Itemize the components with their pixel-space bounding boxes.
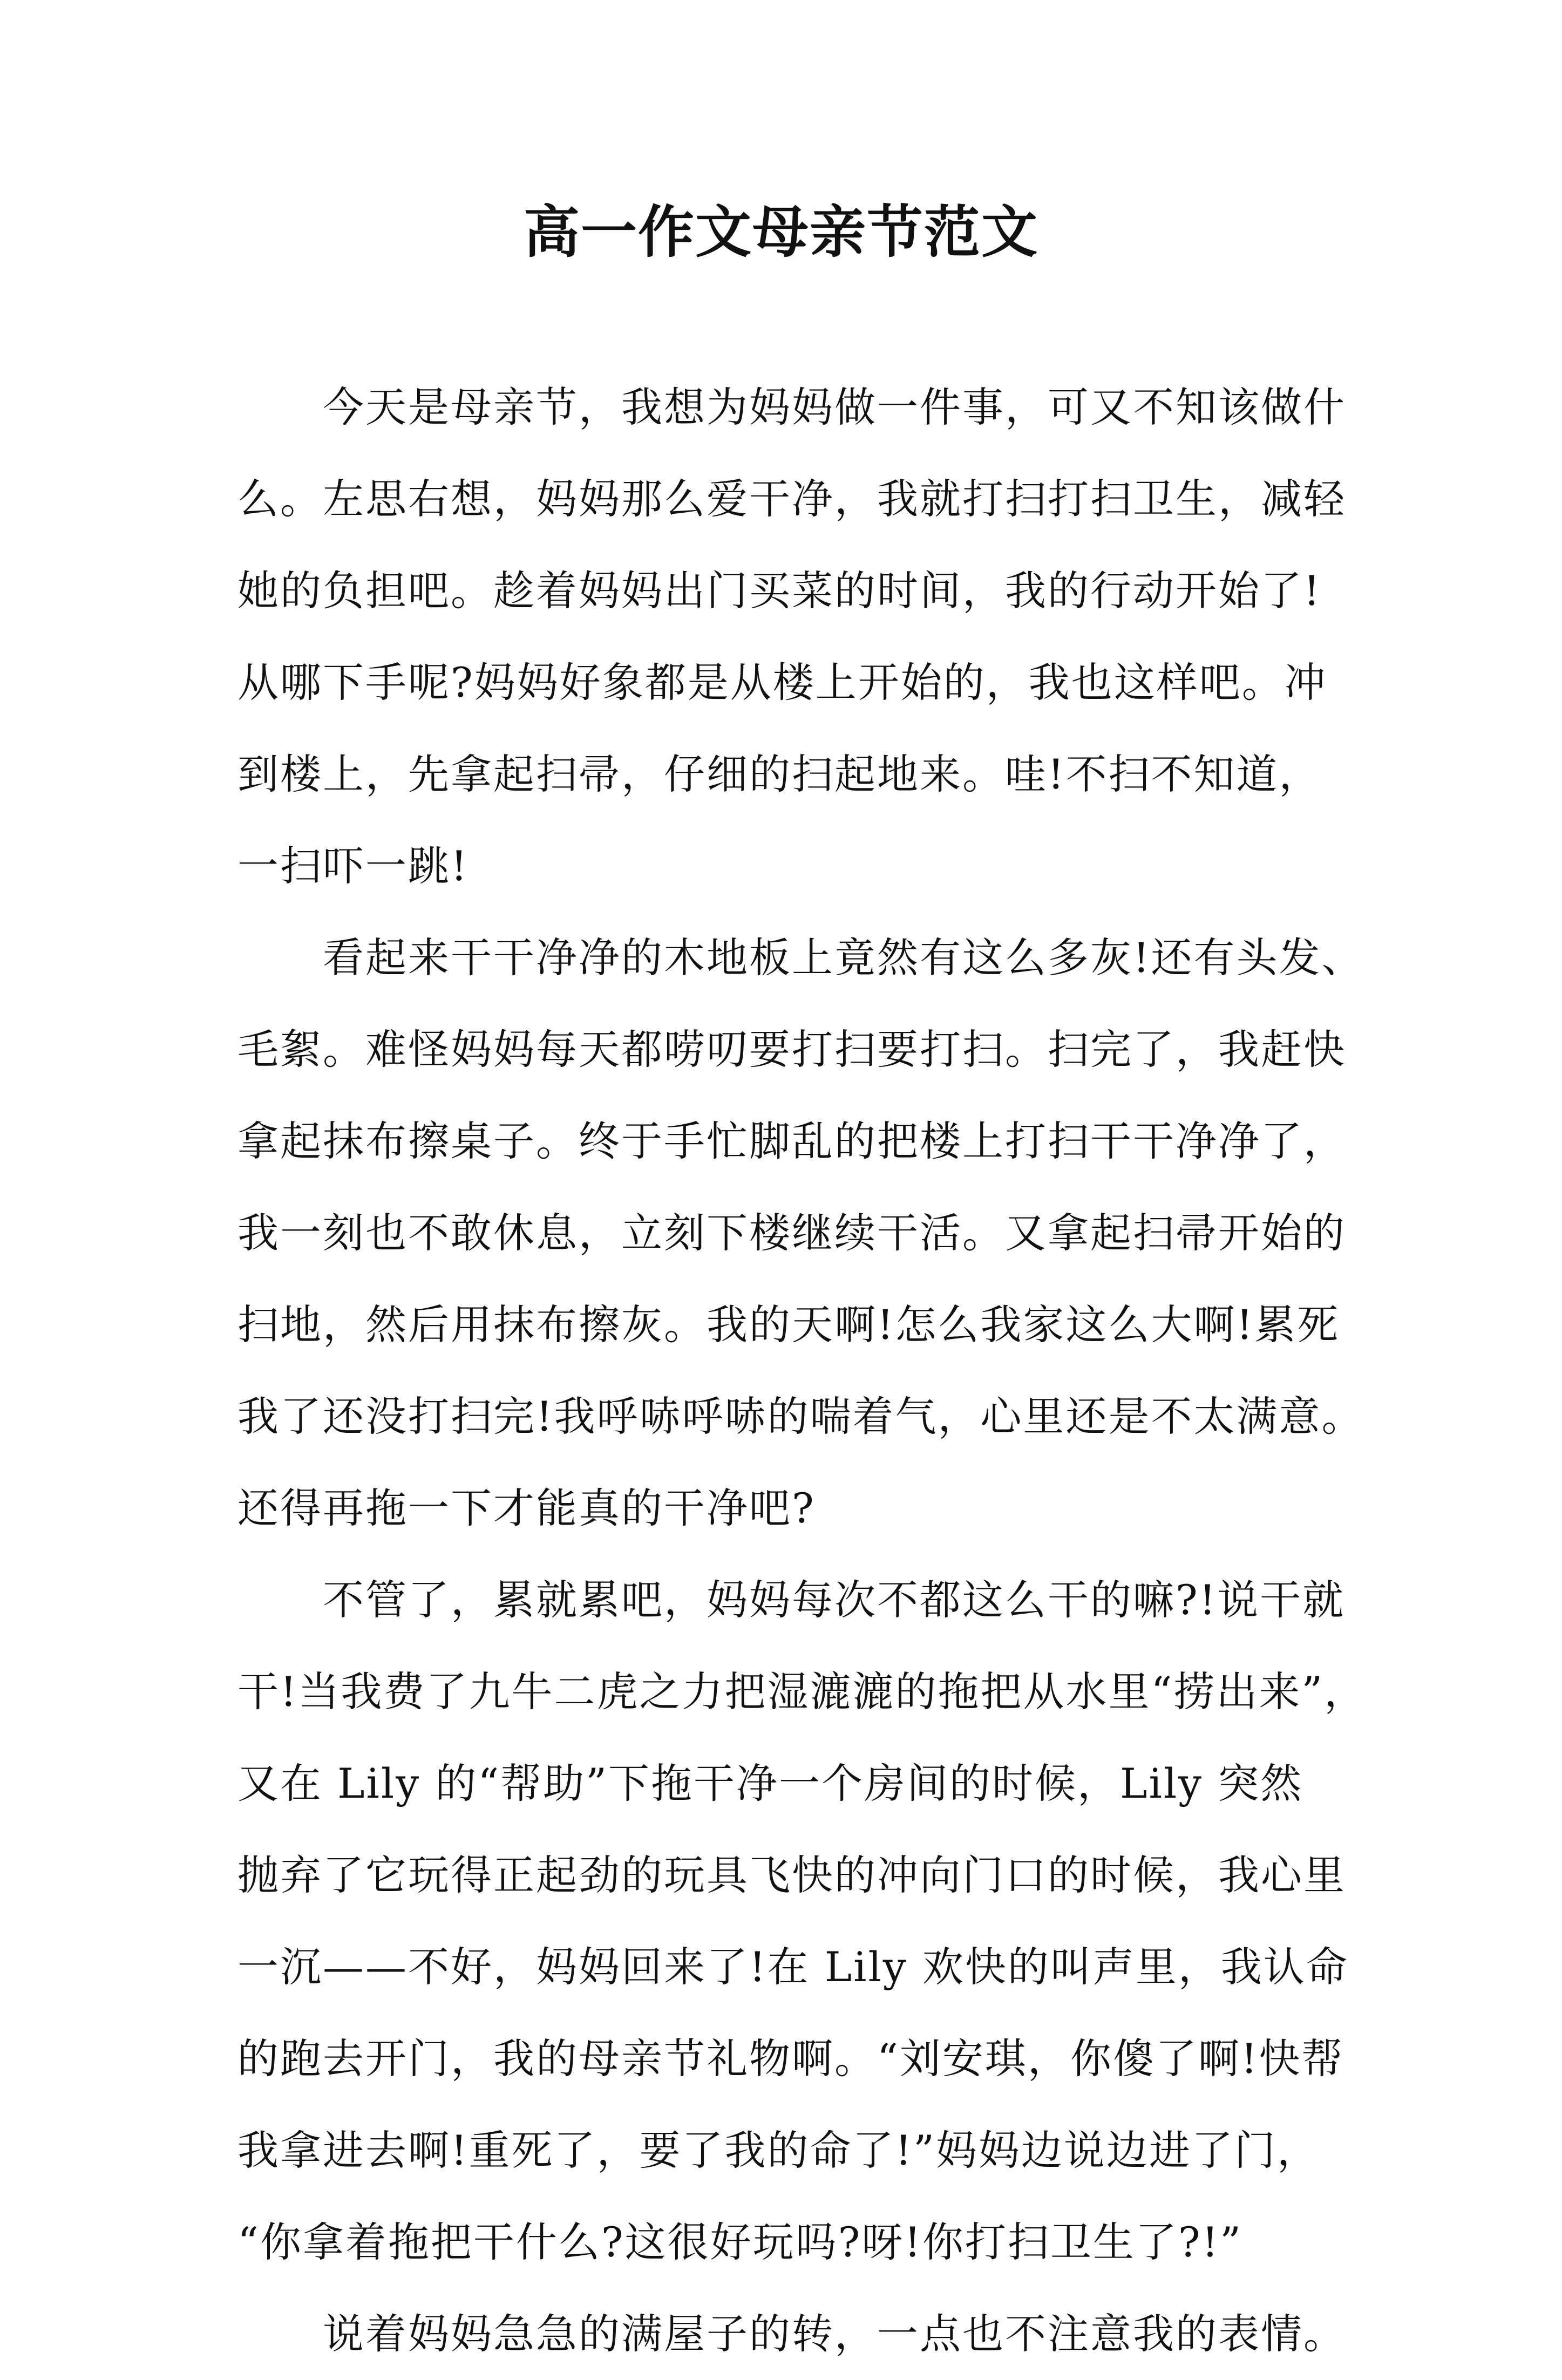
document-body [237, 362, 1367, 2380]
paragraph-1-line-6: 一扫吓一跳! [237, 842, 469, 890]
paragraph-2-line-2: 毛絮。难怪妈妈每天都唠叨要打扫要打扫。扫完了，我赶快 [237, 1025, 1346, 1073]
paragraph-3-line-4: 抛弃了它玩得正起劲的玩具飞快的冲向门口的时候，我心里 [237, 1851, 1346, 1899]
paragraph-2-line-1: 看起来干干净净的木地板上竟然有这么多灰!还有头发、 [323, 934, 1364, 982]
paragraph-1-line-5: 到楼上，先拿起扫帚，仔细的扫起地来。哇!不扫不知道， [237, 750, 1322, 798]
paragraph-3-line-6: 的跑去开门，我的母亲节礼物啊。“刘安琪，你傻了啊!快帮 [237, 2035, 1344, 2083]
paragraph-2-line-6: 我了还没打扫完!我呼哧呼哧的喘着气，心里还是不太满意。 [237, 1392, 1364, 1440]
paragraph-1-line-2: 么。左思右想，妈妈那么爱干净，我就打扫打扫卫生，减轻 [237, 475, 1346, 523]
paragraph-1-line-1: 今天是母亲节，我想为妈妈做一件事，可又不知该做什 [323, 383, 1346, 431]
paragraph-3-line-8: “你拿着拖把干什么?这很好玩吗?呀!你打扫卫生了?!” [237, 2218, 1243, 2266]
paragraph-2-line-3: 拿起抹布擦桌子。终于手忙脚乱的把楼上打扫干干净净了， [237, 1117, 1346, 1165]
paragraph-1-line-3: 她的负担吧。趁着妈妈出门买菜的时间，我的行动开始了! [237, 567, 1322, 615]
paragraph-3-line-3: 又在 Lily 的“帮助”下拖干净一个房间的时候，Lily 突然 [237, 1759, 1303, 1807]
paragraph-2-line-7: 还得再拖一下才能真的干净吧? [237, 1484, 816, 1532]
paragraph-4-line-1: 说着妈妈急急的满屋子的转，一点也不注意我的表情。 [323, 2310, 1346, 2358]
paragraph-2-line-5: 扫地，然后用抹布擦灰。我的天啊!怎么我家这么大啊!累死 [237, 1301, 1340, 1349]
paragraph-3-line-5: 一沉——不好，妈妈回来了!在 Lily 欢快的叫声里，我认命 [237, 1943, 1349, 1991]
document-title: 高一作文母亲节范文 [523, 199, 1038, 265]
paragraph-1-line-4: 从哪下手呢?妈妈好象都是从楼上开始的，我也这样吧。冲 [237, 658, 1327, 706]
paragraph-3-line-2: 干!当我费了九牛二虎之力把湿漉漉的拖把从水里“捞出来”， [237, 1668, 1367, 1716]
paragraph-3-line-7: 我拿进去啊!重死了，要了我的命了!”妈妈边说边进了门， [237, 2126, 1320, 2174]
paragraph-3-line-1: 不管了，累就累吧，妈妈每次不都这么干的嘛?!说干就 [323, 1576, 1346, 1624]
paragraph-2-line-4: 我一刻也不敢休息，立刻下楼继续干活。又拿起扫帚开始的 [237, 1209, 1346, 1257]
